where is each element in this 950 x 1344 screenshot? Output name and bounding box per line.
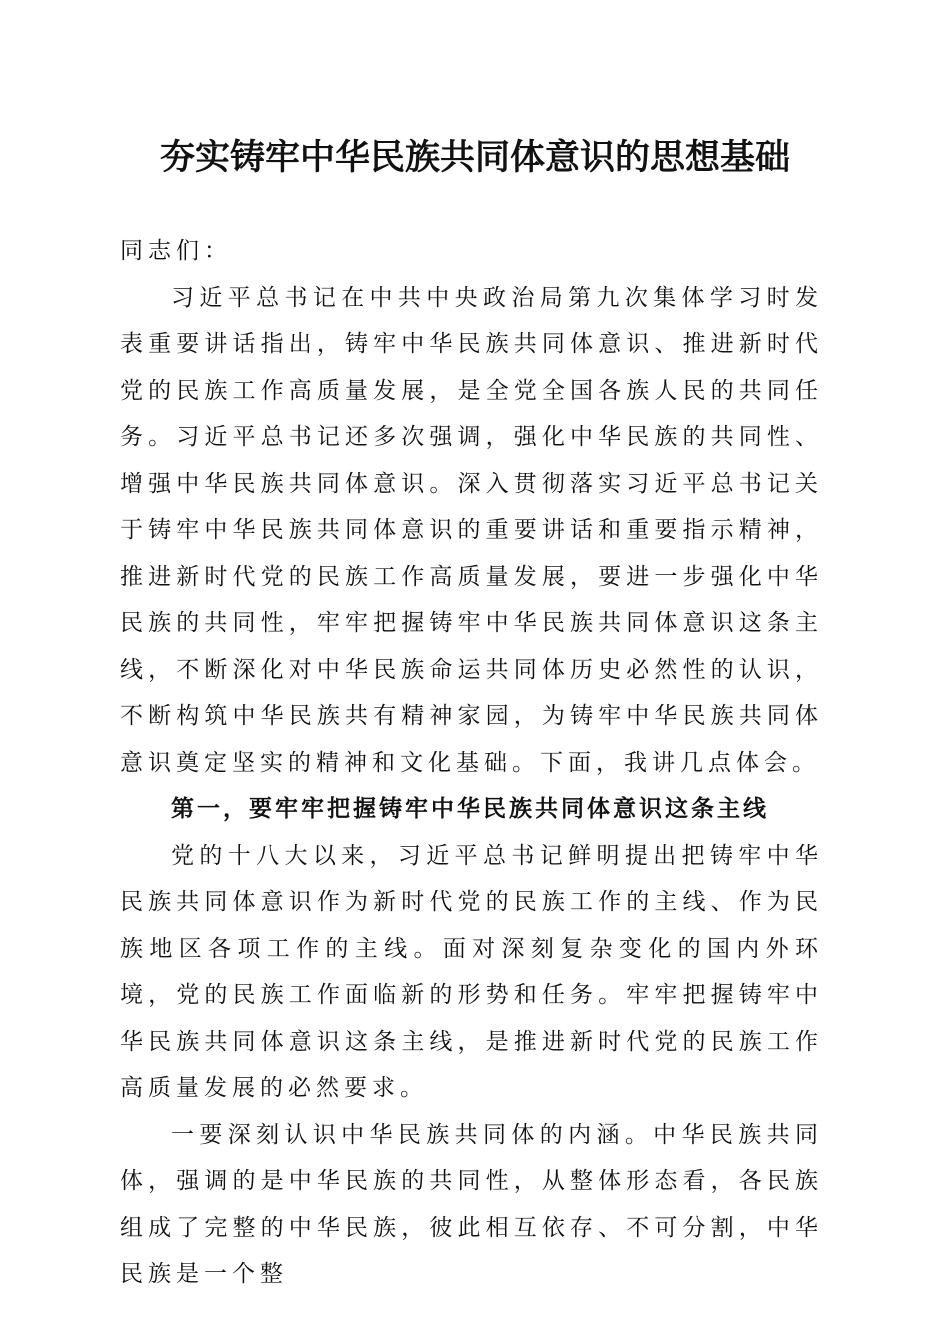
section-heading-first: 第一，要牢牢把握铸牢中华民族共同体意识这条主线 [171,795,769,822]
paragraph-main-line: 党的十八大以来，习近平总书记鲜明提出把铸牢中华民族共同体意识作为新时代党的民族工作的主线、作为民族地区各项工作的主线。面对深刻复杂变化的国内外环境，党的民族工作面临新的形势和任务。牢牢把握铸牢中华民族共同体意识这条主线，是推进新时代党的民族工作高质量发展的必然要求。 [120,842,823,1101]
document-body [120,228,823,1298]
salutation: 同志们： [120,238,232,264]
document-title: 夯实铸牢中华民族共同体意识的思想基础 [159,137,790,178]
paragraph-intro: 习近平总书记在中共中央政治局第九次集体学习时发表重要讲话指出，铸牢中华民族共同体意识、推进新时代党的民族工作高质量发展，是全党全国各族人民的共同任务。习近平总书记还多次强调，强化中华民族的共同性、增强中华民族共同体意识。深入贯彻落实习近平总书记关于铸牢中华民族共同体意识的重要讲话和重要指示精神，推进新时代党的民族工作高质量发展，要进一步强化中华民族的共同性，牢牢把握铸牢中华民族共同体意识这条主线，不断深化对中华民族命运共同体历史必然性的认识，不断构筑中华民族共有精神家园，为铸牢中华民族共同体意识奠定坚实的精神和文化基础。下面，我讲几点体会。 [120,284,823,776]
paragraph-connotation: 一要深刻认识中华民族共同体的内涵。中华民族共同体，强调的是中华民族的共同性，从整体形态看，各民族组成了完整的中华民族，彼此相互依存、不可分割，中华民族是一个整 [120,1121,823,1287]
